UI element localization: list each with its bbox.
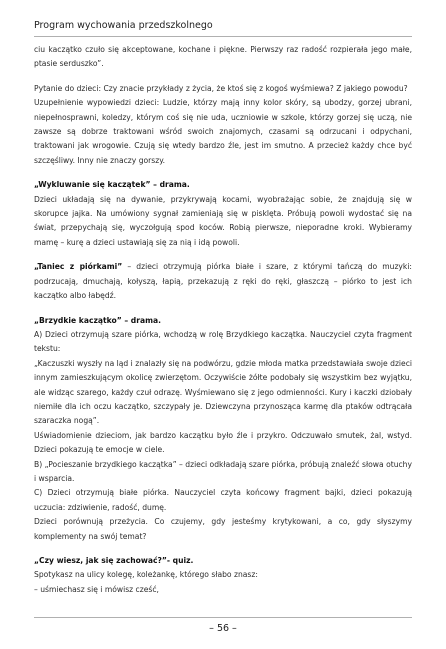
paragraph: Uzupełnienie wypowiedzi dzieci: Ludzie, którzy mają inny kolor skóry, są ubodzy, gorzej ubrani, niepełnosprawni, koledzy, którym coś się nie uda, uczniowie w szkole, którzy gorzej się uczą, nie zawsze są dobrze traktowani wśród swoich znajomych, czasami są odrzucani i odpychani, traktowani jak wrogowie. Czują się wtedy bardzo źle, jest im smutno. A przecież każdy chce być szczęśliwy. Inny nie znaczy gorszy. bbox=[34, 98, 412, 165]
paragraph bbox=[34, 260, 412, 303]
page-number: – 56 – bbox=[209, 623, 237, 634]
section-heading: „Czy wiesz, jak się zachować?”- quiz. bbox=[34, 556, 194, 565]
section-heading: „Brzydkie kaczątko” – drama. bbox=[34, 315, 161, 325]
paragraph: A) Dzieci otrzymują szare piórka, wchodzą w rolę Brzydkiego kaczątka. Nauczyciel czyta fragment tekstu: bbox=[34, 329, 412, 354]
paragraph-text: – dzieci otrzymują piórka białe i szare, z którymi tańczą do muzyki: podrzucają, dmuchają, kołyszą, łapią, przekazują z ręki do ręki, głaszczą – piórko to jest ich kaczątko albo łabędź. bbox=[34, 262, 412, 301]
paragraph: Pytanie do dzieci: Czy znacie przykłady z życia, że ktoś się z kogoś wyśmiewa? Z jakiego powodu? bbox=[34, 83, 408, 93]
paragraph: C) Dzieci otrzymują białe piórka. Nauczyciel czyta końcowy fragment bajki, dzieci pokazują uczucia: zdziwienie, radość, dumę. bbox=[34, 488, 412, 512]
running-head: Program wychowania przedszkolnego bbox=[34, 20, 213, 31]
header-divider bbox=[34, 36, 412, 37]
paragraph: B) „Pocieszanie brzydkiego kaczątka” – dzieci odkładają szare piórka, próbują znaleźć słowa otuchy i wsparcia. bbox=[34, 459, 412, 483]
section-heading: „Taniec z piórkami” bbox=[34, 262, 123, 272]
paragraph: Spotykasz na ulicy kolegę, koleżankę, którego słabo znasz: bbox=[34, 570, 258, 580]
paragraph: ciu kaczątko czuło się akceptowane, kochane i piękne. Pierwszy raz radość rozpierała jego małe, ptasie serduszko”. bbox=[34, 45, 412, 69]
paragraph: Dzieci porównują przeżycia. Co czujemy, gdy jesteśmy krytykowani, a co, gdy słyszymy komplementy na swój temat? bbox=[34, 517, 412, 541]
list-item: – uśmiechasz się i mówisz cześć, bbox=[34, 584, 159, 594]
body-text bbox=[34, 43, 412, 597]
section-heading: „Wykluwanie się kaczątek” – drama. bbox=[34, 180, 190, 190]
footer-divider bbox=[34, 617, 412, 618]
quote-paragraph: „Kaczuszki wyszły na ląd i znalazły się na podwórzu, gdzie młoda matka przedstawiała swoje dzieci innym zamieszkującym okolicę zwierzętom. Oczywiście żółte podobały się wszystkim bez wyjątku, ale widząc szarego, każdy czuł odrazę. Wyśmiewano się z jego odmienności. Kury i kaczki dziobały niemiłe dla ich oczu kaczątko, szczypały je. Dziewczyna przynosząca karmę dla ptaków odtrącała szaraczka nogą”. bbox=[34, 358, 412, 426]
paragraph: Uświadomienie dzieciom, jak bardzo kaczątku było źle i przykro. Odczuwało smutek, żal, wstyd. Dzieci pokazują te emocje w ciele. bbox=[34, 430, 412, 455]
paragraph: Dzieci układają się na dywanie, przykrywają kocami, wyobrażając sobie, że znajdują się w skorupce jajka. Na umówiony sygnał zamieniają się w pisklęta. Próbują powoli wydostać się na świat, przepychają się, wyczołgują spod koców. Robią pierwsze, nieporadne kroki. Wybieramy mamę – kurę a dzieci ustawiają się za nią i idą powoli. bbox=[34, 194, 412, 247]
